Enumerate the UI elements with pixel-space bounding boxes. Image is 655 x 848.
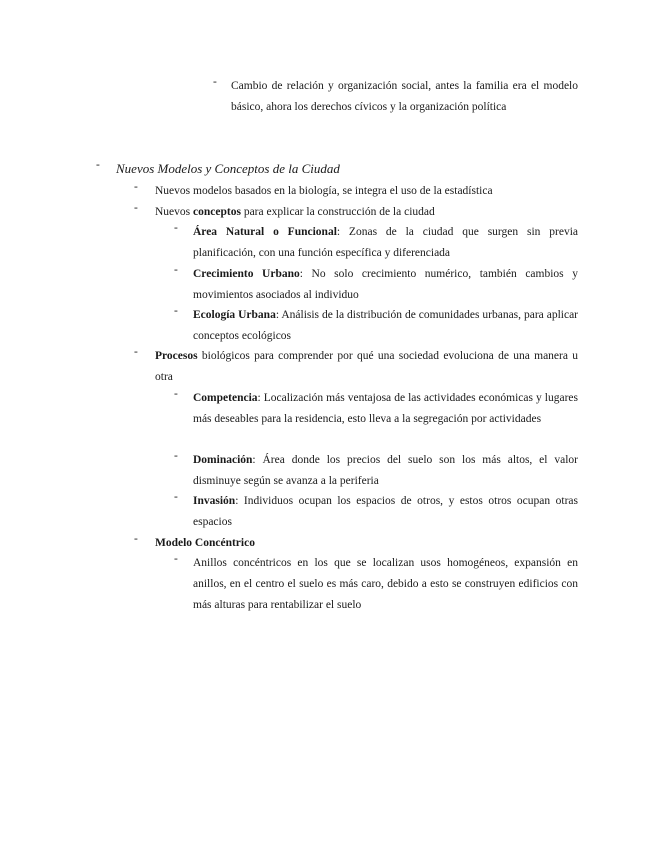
item-text: : Zonas de la ciudad que surgen sin previa planificación, con una función específica y diferenciada	[193, 226, 578, 259]
item-term: Área Natural o Funcional	[193, 226, 337, 238]
bullet-dash: -	[174, 553, 178, 565]
bullet-dash: -	[174, 222, 178, 234]
section-heading: Nuevos Modelos y Conceptos de la Ciudad	[116, 161, 340, 176]
item-text: : Análisis de la distribución de comunidades urbanas, para aplicar conceptos ecológicos	[193, 309, 578, 342]
list-item	[155, 181, 578, 202]
list-item	[193, 222, 578, 264]
item-text: : Localización más ventajosa de las actividades económicas y lugares más deseables para la residencia, esto lleva a la segregación por actividades	[193, 392, 578, 425]
item-term: Ecología Urbana	[193, 309, 276, 321]
list-item	[193, 264, 578, 306]
item-text: para explicar la construcción de la ciudad	[240, 206, 435, 218]
item-text: : Individuos ocupan los espacios de otros, y estos otros ocupan otras espacios	[193, 495, 578, 528]
bullet-dash: -	[174, 305, 178, 317]
item-text: : Área donde los precios del suelo son los más altos, el valor disminuye según se avanza a la periferia	[193, 454, 578, 487]
list-item	[193, 305, 578, 347]
bullet-dash: -	[174, 264, 178, 276]
bullet-dash: -	[96, 159, 100, 171]
list-item	[193, 553, 578, 615]
list-item	[155, 346, 578, 388]
item-text: Nuevos modelos basados en la biología, se integra el uso de la estadística	[155, 185, 493, 197]
item-term: Competencia	[193, 392, 258, 404]
bullet-dash: -	[174, 450, 178, 462]
item-term: Crecimiento Urbano	[193, 268, 300, 280]
bullet-dash: -	[134, 346, 138, 358]
bullet-dash: -	[134, 533, 138, 545]
bullet-dash: -	[134, 181, 138, 193]
item-term: Procesos	[155, 350, 198, 362]
list-item	[193, 388, 578, 430]
item-text: Cambio de relación y organización social, antes la familia era el modelo básico, ahora los derechos cívicos y la organización política	[231, 80, 578, 113]
item-text: : No solo crecimiento numérico, también cambios y movimientos asociados al individuo	[193, 268, 578, 301]
item-text: biológicos para comprender por qué una sociedad evoluciona de una manera u otra	[155, 350, 578, 383]
item-term: Dominación	[193, 454, 253, 466]
item-term: Modelo Concéntrico	[155, 537, 255, 549]
item-prefix: Nuevos	[155, 206, 194, 218]
item-term: Invasión	[193, 495, 236, 507]
bullet-dash: -	[213, 76, 217, 88]
list-item	[193, 491, 578, 533]
item-term: conceptos	[193, 206, 241, 218]
bullet-dash: -	[174, 491, 178, 503]
bullet-dash: -	[134, 202, 138, 214]
item-text: Anillos concéntricos en los que se localizan usos homogéneos, expansión en anillos, en el centro el suelo es más caro, debido a esto se construyen edificios con más alturas para rentabilizar el suelo	[193, 557, 578, 611]
list-item	[193, 450, 578, 492]
bullet-dash: -	[174, 388, 178, 400]
list-item	[231, 76, 578, 118]
list-item	[155, 533, 578, 554]
list-item	[155, 202, 578, 223]
